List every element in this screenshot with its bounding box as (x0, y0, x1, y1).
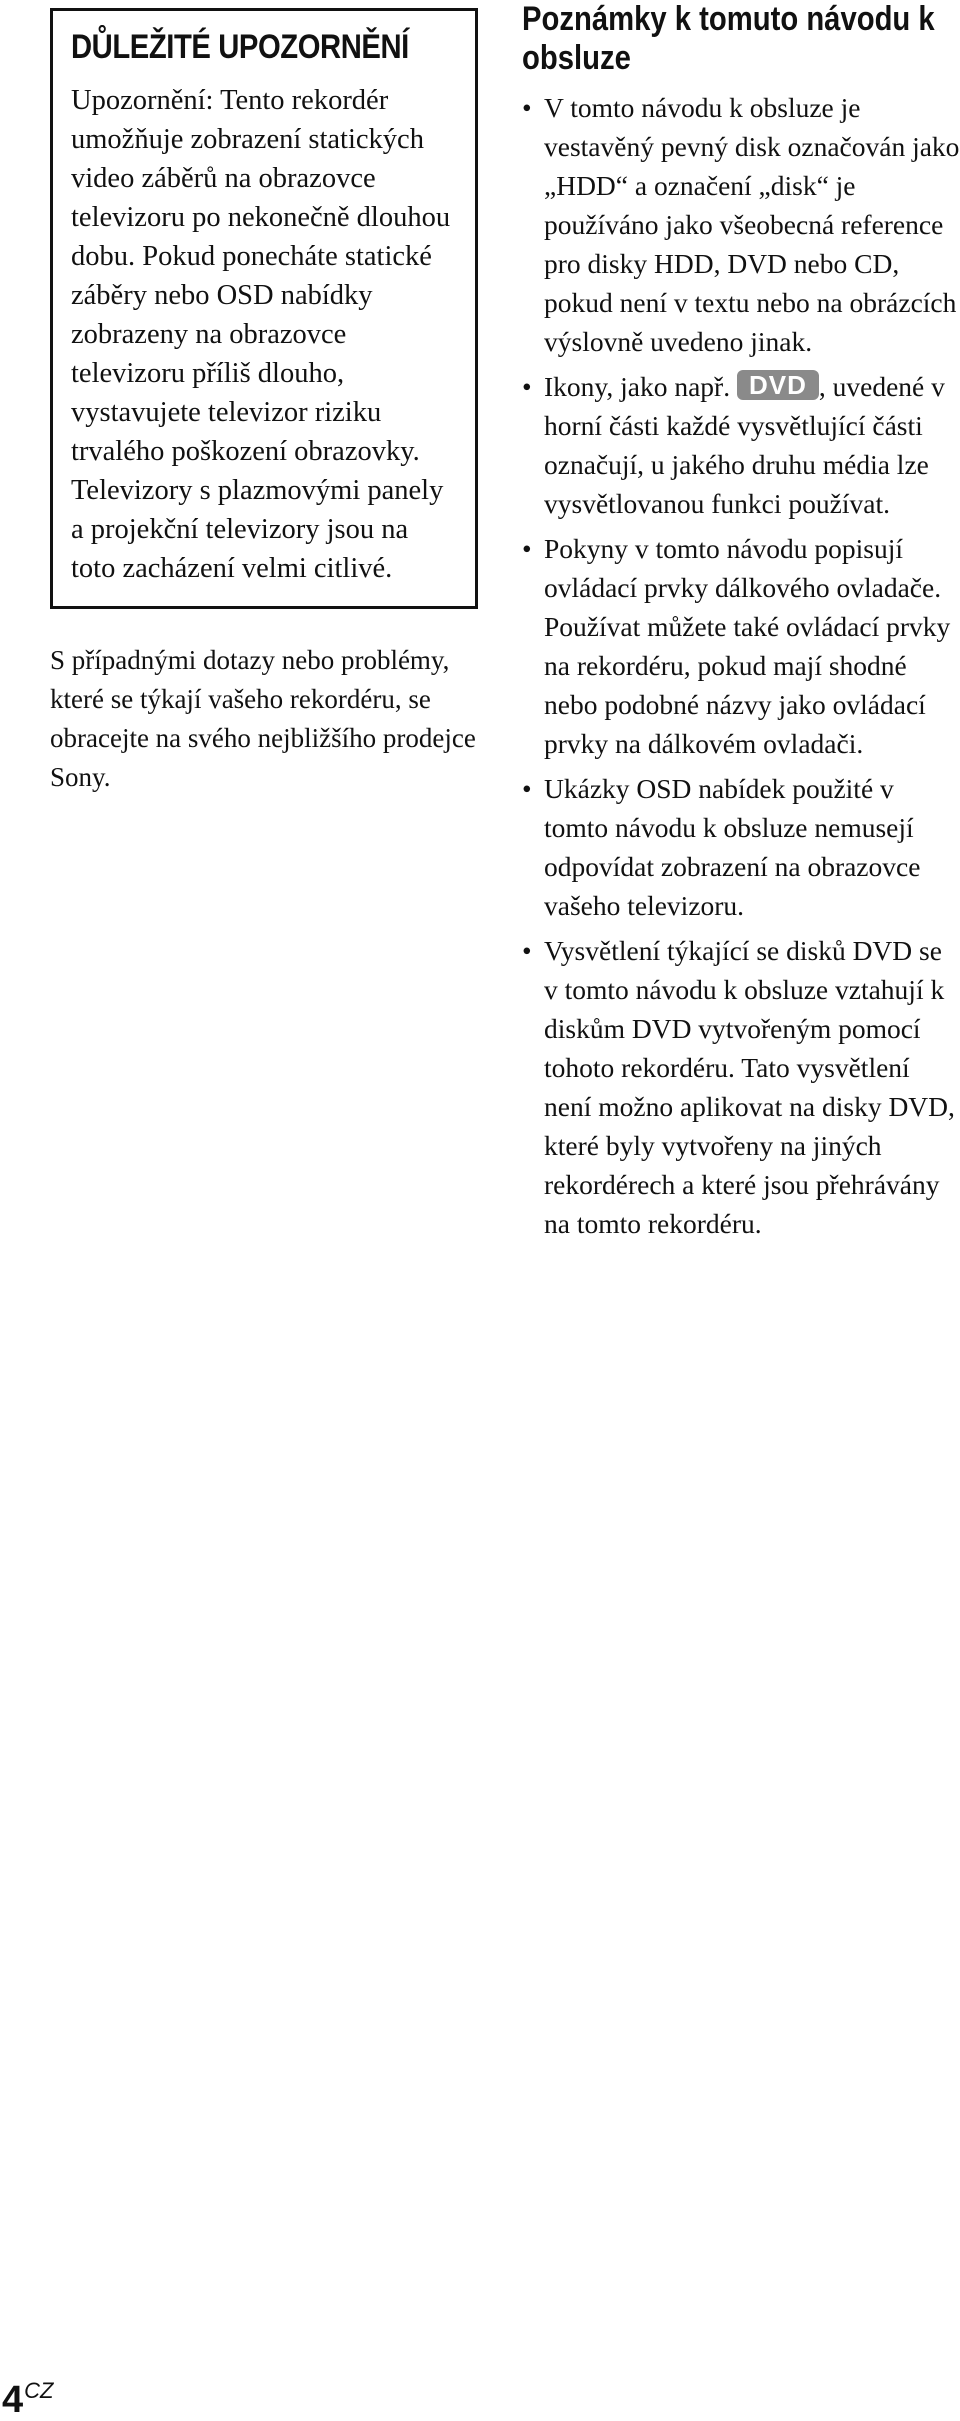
notes-heading: Poznámky k tomuto návodu k obsluze (522, 0, 935, 77)
bullet-icon: • (522, 773, 532, 804)
list-item (522, 769, 960, 925)
right-column (522, 0, 960, 1249)
list-item (522, 931, 960, 1243)
bullet-icon: • (522, 935, 532, 966)
note-text-before: Ikony, jako např. (544, 371, 731, 402)
list-item (522, 367, 960, 523)
bullet-icon: • (522, 533, 532, 564)
important-notice-title: DŮLEŽITÉ UPOZORNĚNÍ (71, 28, 409, 66)
page-language-suffix: CZ (24, 2378, 54, 2403)
note-text: Vysvětlení týkající se disků DVD se v tomto návodu k obsluze vztahují k diskům DVD vytvořeným pomocí tohoto rekordéru. Tato vysvětlení není možno aplikovat na disky DVD, které byly vytvořeny na jiných rekordérech a které jsou přehrávány na tomto rekordéru. (544, 935, 955, 1239)
left-column (50, 8, 478, 797)
notes-list (522, 88, 960, 1243)
list-item (522, 529, 960, 763)
note-text: Ukázky OSD nabídek použité v tomto návodu k obsluze nemusejí odpovídat zobrazení na obrazovce vašeho televizoru. (544, 773, 921, 921)
bullet-icon: • (522, 371, 532, 402)
page-number-value: 4 (2, 2379, 24, 2421)
note-text-after: , uvedené v horní části každé vysvětlující části označují, u jakého druhu média lze vysvětlovanou funkci používat. (544, 371, 945, 519)
important-notice-box (50, 8, 478, 609)
page-number (2, 2378, 53, 2420)
list-item (522, 88, 960, 361)
bullet-icon: • (522, 92, 532, 123)
contact-paragraph: S případnými dotazy nebo problémy, které se týkají vašeho rekordéru, se obracejte na svého nejbližšího prodejce Sony. (50, 645, 476, 792)
important-notice-text: Upozornění: Tento rekordér umožňuje zobrazení statických video záběrů na obrazovce televizoru po nekonečně dlouhou dobu. Pokud ponecháte statické záběry nebo OSD nabídky zobrazeny na obrazovce televizoru příliš dlouho, vystavujete televizor riziku trvalého poškození obrazovky. Televizory s plazmovými panely a projekční televizory jsou na toto zacházení velmi citlivé. (71, 85, 451, 584)
note-text: V tomto návodu k obsluze je vestavěný pevný disk označován jako „HDD“ a označení „disk“ je používáno jako všeobecná reference pro disky HDD, DVD nebo CD, pokud není v textu nebo na obrázcích výslovně uvedeno jinak. (544, 92, 960, 357)
note-text: Pokyny v tomto návodu popisují ovládací prvky dálkového ovladače. Používat můžete také ovládací prvky na rekordéru, pokud mají shodné nebo podobné názvy jako ovládací prvky na dálkovém ovladači. (544, 533, 951, 759)
dvd-media-icon: DVD (737, 370, 819, 400)
